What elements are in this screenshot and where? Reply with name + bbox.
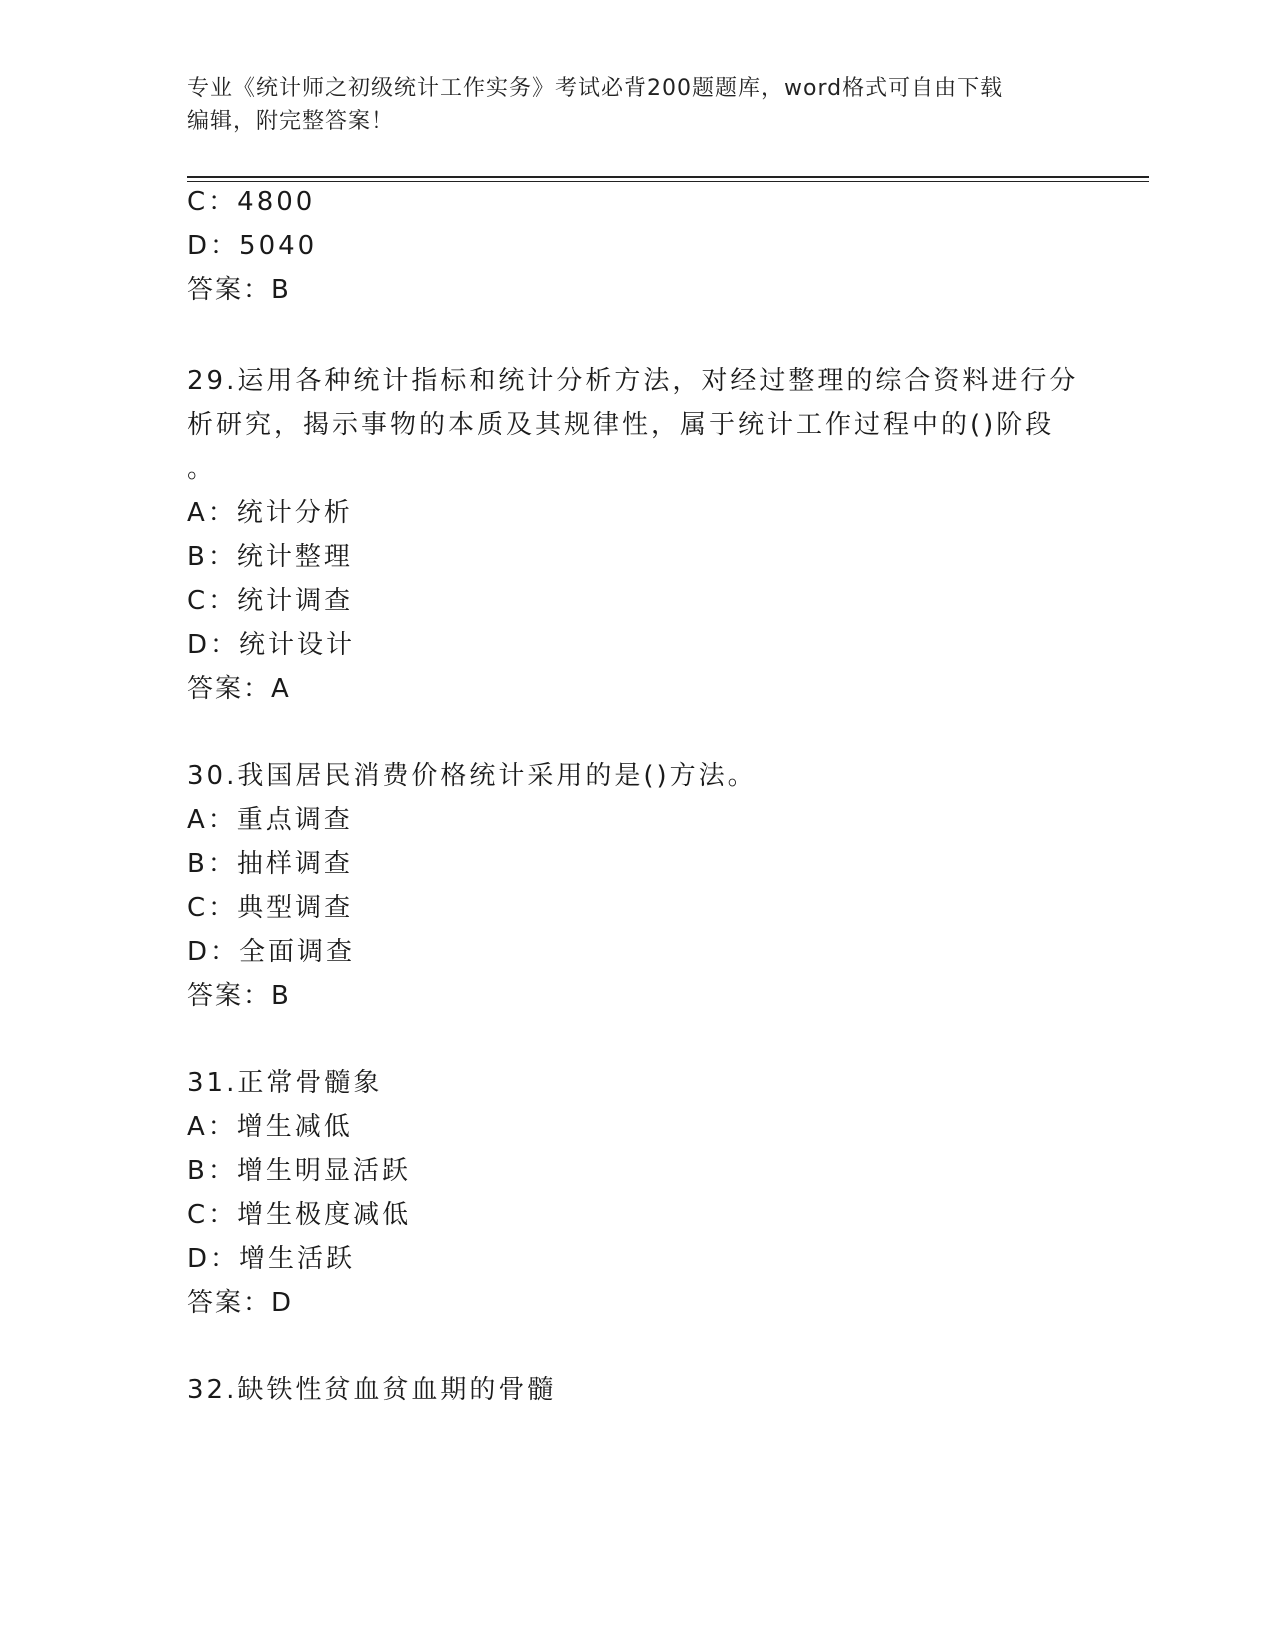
q30-option-a: A：重点调查 <box>187 805 353 835</box>
header-line-2: 编辑，附完整答案！ <box>187 109 395 134</box>
q29-option-b: B：统计整理 <box>187 542 353 572</box>
header-divider-thick <box>187 176 1149 178</box>
q28-option-d: D：5040 <box>187 231 318 261</box>
q29-option-c: C：统计调查 <box>187 586 354 616</box>
q31-stem: 31.正常骨髓象 <box>187 1068 383 1098</box>
q29-stem-line-1: 29.运用各种统计指标和统计分析方法，对经过整理的综合资料进行分 <box>187 366 1079 396</box>
q30-option-d: D：全面调查 <box>187 937 356 967</box>
q29-stem-line-3: 。 <box>187 454 217 484</box>
q30-answer: 答案：B <box>187 981 291 1011</box>
document-header <box>187 72 1067 138</box>
q29-option-d: D：统计设计 <box>187 630 356 660</box>
q28-answer: 答案：B <box>187 275 291 305</box>
q29-option-a: A：统计分析 <box>187 498 353 528</box>
header-divider-thin <box>187 181 1149 182</box>
q30-option-b: B：抽样调查 <box>187 849 353 879</box>
q31-option-d: D：增生活跃 <box>187 1244 356 1274</box>
q31-answer: 答案：D <box>187 1288 294 1318</box>
q31-option-b: B：增生明显活跃 <box>187 1156 411 1186</box>
q30-option-c: C：典型调查 <box>187 893 354 923</box>
q28-option-c: C：4800 <box>187 187 316 217</box>
q31-option-c: C：增生极度减低 <box>187 1200 412 1230</box>
q32-stem: 32.缺铁性贫血贫血期的骨髓 <box>187 1375 557 1405</box>
q31-option-a: A：增生减低 <box>187 1112 353 1142</box>
header-line-1: 专业《统计师之初级统计工作实务》考试必背200题题库，word格式可自由下载 <box>187 76 1004 101</box>
q30-stem: 30.我国居民消费价格统计采用的是()方法。 <box>187 761 757 791</box>
q29-answer: 答案：A <box>187 674 291 704</box>
q29-stem-line-2: 析研究，揭示事物的本质及其规律性，属于统计工作过程中的()阶段 <box>187 410 1055 440</box>
